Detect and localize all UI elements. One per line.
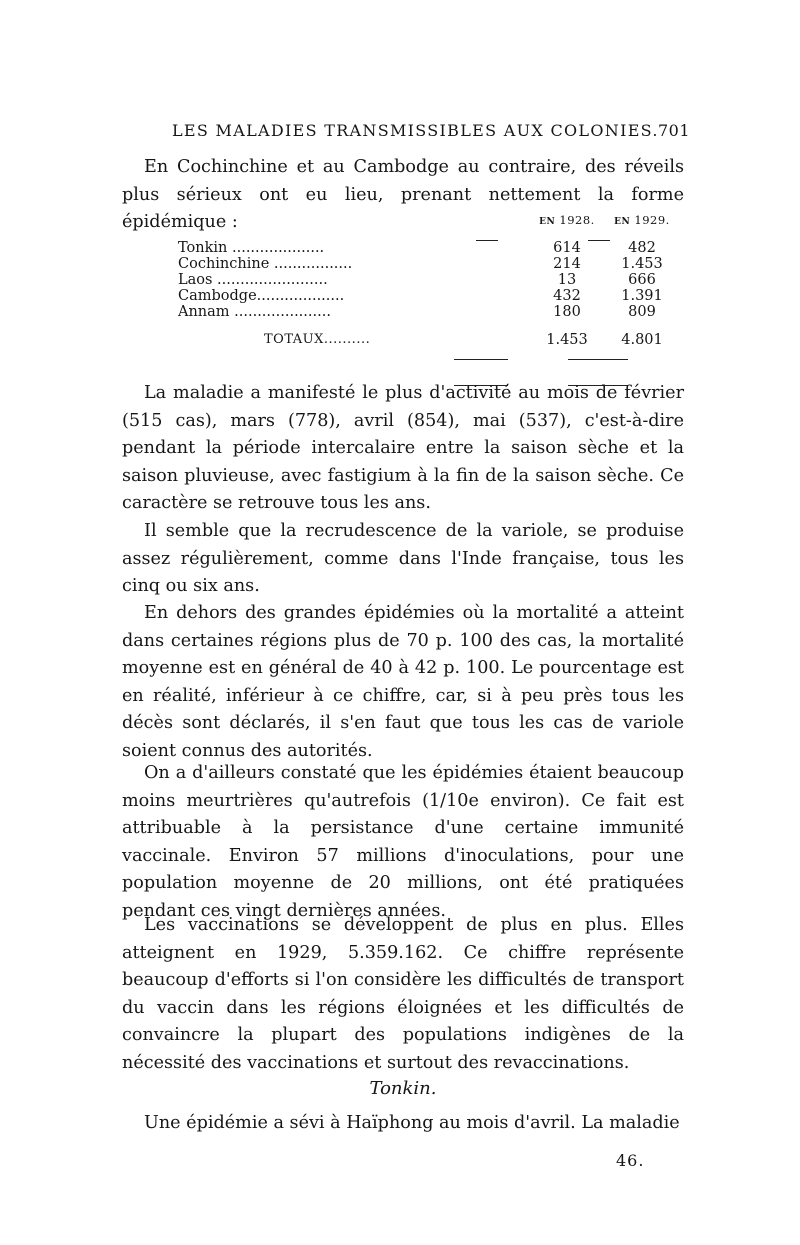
body-paragraph-1: La maladie a manifesté le plus d'activité au mois de février (515 cas), mars (778), avril (854), mai (537), c'est-à-dire pendant la période intercalaire entre la saison sèche et la saison pluvieuse, avec fastigium à la fin de la saison sèche. Ce caractère se retrouve tous les ans. (122, 383, 684, 514)
body-paragraph-3: En dehors des grandes épidémies où la mortalité a atteint dans certaines régions plus de 70 p. 100 des cas, la mortalité moyenne est en général de 40 à 42 p. 100. Le pourcentage est en réalité, inférieur à ce chiffre, car, si à peu près tous les décès sont déclarés, il s'en faut que tous les cas de variole soient connus des autorités. (122, 603, 684, 761)
table-row (178, 272, 682, 288)
rule-header-1928 (476, 240, 498, 241)
row-value-1928: 180 (553, 304, 581, 320)
totals-row (178, 320, 682, 348)
rule-total-1928 (454, 359, 508, 360)
row-value-1929: 666 (628, 272, 656, 288)
row-label: Cambodge................... (178, 288, 345, 304)
row-value-1929: 482 (628, 240, 656, 256)
row-value-1929: 809 (628, 304, 656, 320)
body-paragraph-4: On a d'ailleurs constaté que les épidémies étaient beaucoup moins meurtrières qu'autrefois (1/10e environ). Ce fait est attribuable à la persistance d'une certaine immunité vaccinale. Environ 57 millions d'inoculations, pour une population moyenne de 20 millions, ont été pratiquées pendant ces vingt dernières années. (122, 763, 684, 921)
table-row (178, 304, 682, 320)
row-label: Laos ........................ (178, 272, 328, 288)
body-paragraph-5: Les vaccinations se développent de plus en plus. Elles atteignent en 1929, 5.359.162. Ce chiffre représente beaucoup d'efforts si l'on considère les difficultés de transport du vaccin dans les régions éloignées et les difficultés de convaincre la plupart des populations indigènes de la nécessité des vaccinations et surtout des revaccinations. (122, 915, 684, 1073)
table-row (178, 288, 682, 304)
row-label: Cochinchine ................. (178, 256, 353, 272)
row-label: Tonkin .................... (178, 240, 325, 256)
running-head-title: LES MALADIES TRANSMISSIBLES AUX COLONIES. (172, 121, 659, 140)
last-line: Une épidémie a sévi à Haïphong au mois d'avril. La maladie (144, 1113, 680, 1133)
row-value-1929: 1.391 (621, 288, 663, 304)
row-value-1928: 214 (553, 256, 581, 272)
signature-number: 46. (616, 1151, 645, 1170)
total-1928: 1.453 (546, 332, 588, 348)
table-header-row (178, 212, 682, 240)
col-1928-header: EN 1928. (539, 213, 595, 227)
row-label: Annam ..................... (178, 304, 331, 320)
rule-header-1929 (588, 240, 610, 241)
table-row (178, 256, 682, 272)
row-value-1928: 432 (553, 288, 581, 304)
running-head (172, 121, 690, 140)
col-1929-header: EN 1929. (614, 213, 670, 227)
total-1929: 4.801 (621, 332, 663, 348)
section-title: Tonkin. (369, 1078, 437, 1099)
cases-table (178, 212, 682, 348)
body-paragraph-2: Il semble que la recrudescence de la variole, se produise assez régulièrement, comme dans l'Inde française, tous les cinq ou six ans. (122, 521, 684, 597)
intro-paragraph: En Cochinchine et au Cambodge au contraire, des réveils plus sérieux ont eu lieu, prenant nettement la forme épidémique : (122, 157, 684, 233)
row-value-1929: 1.453 (621, 256, 663, 272)
totals-label: TOTAUX.......... (264, 332, 371, 347)
rule-total-1929 (568, 359, 628, 360)
page-number: 701 (657, 121, 690, 140)
row-value-1928: 614 (553, 240, 581, 256)
table-row (178, 240, 682, 256)
row-value-1928: 13 (557, 272, 577, 288)
